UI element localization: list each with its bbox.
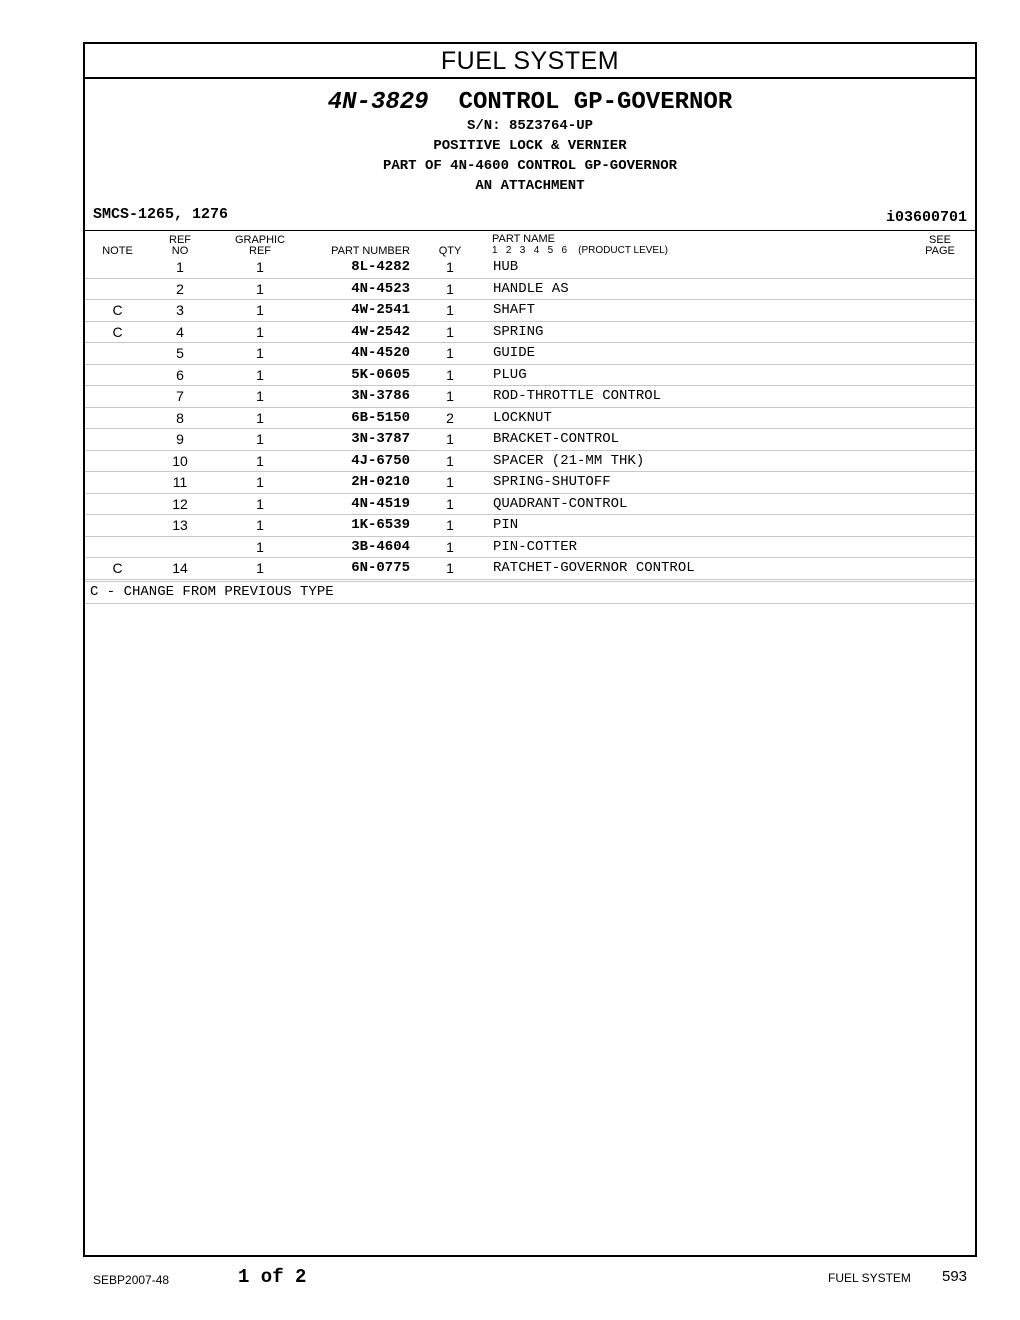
table-row — [85, 386, 975, 408]
quantity-cell: 1 — [446, 323, 454, 340]
part-number-cell: 4N-4523 — [351, 280, 410, 297]
illustration-id: i03600701 — [885, 209, 967, 226]
part-name-cell: SPACER (21-MM THK) — [493, 452, 645, 469]
column-header-product-level: 1 2 3 4 5 6 (PRODUCT LEVEL) — [492, 245, 668, 256]
part-number-cell: 1K-6539 — [351, 517, 410, 533]
table-row — [85, 515, 975, 537]
column-header-part-name: PART NAME — [492, 233, 555, 245]
table-row — [85, 429, 975, 451]
quantity-cell: 1 — [446, 302, 454, 318]
column-header-ref-bottom: NO — [171, 245, 189, 257]
part-number-cell: 8L-4282 — [351, 259, 410, 275]
ref-number-cell: 8 — [176, 409, 184, 426]
part-number-cell: 3N-3787 — [351, 431, 410, 447]
serial-number: S/N: 85Z3764-UP — [466, 118, 594, 134]
section-title: FUEL SYSTEM — [85, 44, 975, 79]
graphic-ref-cell: 1 — [256, 302, 264, 318]
quantity-cell: 1 — [446, 345, 454, 361]
part-number-cell: 3B-4604 — [351, 538, 410, 555]
document-id: SEBP2007-48 — [93, 1273, 170, 1287]
graphic-ref-cell: 1 — [256, 409, 264, 426]
part-name-cell: GUIDE — [493, 345, 536, 361]
page-of-count: 1 of 2 — [238, 1266, 307, 1288]
column-header-note: NOTE — [102, 245, 133, 257]
quantity-cell: 1 — [446, 280, 454, 297]
graphic-ref-cell: 1 — [256, 560, 264, 576]
part-number-cell: 4W-2541 — [351, 302, 410, 318]
part-name-cell: QUADRANT-CONTROL — [493, 495, 628, 512]
column-header-graphic-ref — [225, 235, 295, 257]
table-row — [85, 472, 975, 494]
note-cell: C — [112, 560, 123, 576]
column-header-part-number: PART NUMBER — [331, 245, 410, 257]
footnote-text: C - CHANGE FROM PREVIOUS TYPE — [90, 584, 334, 600]
table-row — [85, 343, 975, 365]
part-name-cell: RATCHET-GOVERNOR CONTROL — [493, 560, 695, 576]
graphic-ref-cell: 1 — [256, 538, 264, 555]
page-frame — [83, 42, 977, 1257]
table-row — [85, 537, 975, 559]
graphic-ref-cell: 1 — [256, 366, 264, 383]
part-number-cell: 5K-0605 — [351, 366, 410, 383]
table-row — [85, 408, 975, 430]
part-name-cell: SHAFT — [493, 302, 536, 318]
column-header-see-page — [920, 235, 960, 257]
parts-table — [85, 257, 975, 580]
part-name-cell: ROD-THROTTLE CONTROL — [493, 388, 662, 404]
graphic-ref-cell: 1 — [256, 495, 264, 512]
graphic-ref-cell: 1 — [256, 388, 264, 404]
quantity-cell: 1 — [446, 366, 454, 383]
part-number-cell: 4N-4520 — [351, 345, 410, 361]
quantity-cell: 1 — [446, 259, 454, 275]
graphic-ref-cell: 1 — [256, 280, 264, 297]
ref-number-cell: 1 — [176, 259, 184, 275]
quantity-cell: 1 — [446, 517, 454, 533]
part-name-cell: BRACKET-CONTROL — [493, 431, 620, 447]
table-row — [85, 494, 975, 516]
table-row — [85, 300, 975, 322]
part-name-cell: HANDLE AS — [493, 280, 569, 297]
quantity-cell: 2 — [446, 409, 454, 426]
column-header-ref-top: REF — [169, 234, 191, 246]
page-footer — [0, 1266, 1020, 1296]
ref-number-cell: 13 — [172, 517, 188, 533]
part-name-cell: SPRING-SHUTOFF — [493, 474, 611, 490]
part-name-cell: LOCKNUT — [493, 409, 552, 426]
footer-section-name: FUEL SYSTEM — [828, 1271, 911, 1285]
graphic-ref-cell: 1 — [256, 431, 264, 447]
column-header-graphic-bottom: REF — [249, 245, 271, 257]
ref-number-cell: 3 — [176, 302, 184, 318]
ref-number-cell: 4 — [176, 323, 184, 340]
part-name-cell: SPRING — [493, 323, 544, 340]
table-row — [85, 279, 975, 301]
quantity-cell: 1 — [446, 560, 454, 576]
group-description-line: PART OF 4N-4600 CONTROL GP-GOVERNOR — [382, 158, 678, 174]
part-number-cell: 2H-0210 — [351, 474, 410, 490]
part-name-cell: PIN-COTTER — [493, 538, 578, 555]
quantity-cell: 1 — [446, 538, 454, 555]
table-row — [85, 451, 975, 473]
ref-number-cell: 5 — [176, 345, 184, 361]
page-number: 593 — [942, 1268, 968, 1285]
ref-number-cell: 2 — [176, 280, 184, 297]
part-name-cell: PLUG — [493, 366, 527, 383]
table-row — [85, 558, 975, 580]
ref-number-cell: 6 — [176, 366, 184, 383]
ref-number-cell: 14 — [172, 560, 188, 576]
column-header-graphic-top: GRAPHIC — [234, 234, 286, 246]
column-header-ref — [165, 235, 195, 257]
ref-number-cell: 12 — [172, 495, 188, 512]
part-number-cell: 3N-3786 — [351, 388, 410, 404]
part-number-cell: 4W-2542 — [351, 323, 410, 340]
column-header-see-bottom: PAGE — [925, 245, 955, 257]
graphic-ref-cell: 1 — [256, 452, 264, 469]
column-header-see-top: SEE — [928, 234, 951, 246]
table-row — [85, 365, 975, 387]
group-description-line: AN ATTACHMENT — [475, 178, 585, 194]
table-row — [85, 257, 975, 279]
group-part-number: 4N-3829 — [327, 89, 429, 116]
note-cell: C — [112, 302, 123, 318]
footnote — [85, 581, 975, 604]
ref-number-cell: 11 — [172, 474, 188, 490]
smcs-codes: SMCS-1265, 1276 — [93, 206, 229, 223]
part-number-cell: 6N-0775 — [351, 560, 410, 576]
note-cell: C — [112, 323, 123, 340]
part-number-cell: 4N-4519 — [351, 495, 410, 512]
quantity-cell: 1 — [446, 452, 454, 469]
column-header-qty: QTY — [438, 245, 462, 257]
graphic-ref-cell: 1 — [256, 259, 264, 275]
group-name: CONTROL GP-GOVERNOR — [458, 89, 733, 116]
ref-number-cell: 7 — [176, 388, 184, 404]
graphic-ref-cell: 1 — [256, 517, 264, 533]
group-description-line: POSITIVE LOCK & VERNIER — [433, 138, 627, 154]
quantity-cell: 1 — [446, 388, 454, 404]
group-heading — [85, 88, 975, 118]
ref-number-cell: 10 — [172, 452, 188, 469]
part-number-cell: 4J-6750 — [351, 452, 410, 469]
table-row — [85, 322, 975, 344]
part-number-cell: 6B-5150 — [351, 409, 410, 426]
part-name-cell: HUB — [493, 259, 519, 275]
column-header-divider — [85, 230, 975, 231]
graphic-ref-cell: 1 — [256, 474, 264, 490]
part-name-cell: PIN — [493, 517, 519, 533]
quantity-cell: 1 — [446, 431, 454, 447]
quantity-cell: 1 — [446, 474, 454, 490]
graphic-ref-cell: 1 — [256, 323, 264, 340]
graphic-ref-cell: 1 — [256, 345, 264, 361]
quantity-cell: 1 — [446, 495, 454, 512]
ref-number-cell: 9 — [176, 431, 184, 447]
